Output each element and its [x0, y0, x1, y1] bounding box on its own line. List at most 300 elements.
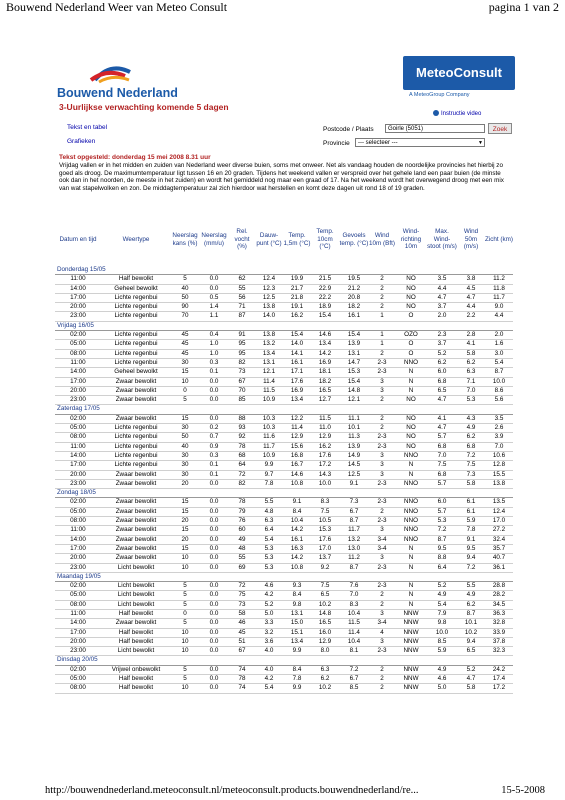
table-cell: 0.4	[199, 331, 229, 340]
table-cell: 6.7	[339, 675, 369, 684]
province-label: Provincie	[323, 140, 350, 147]
table-cell: N	[395, 386, 427, 395]
table-cell: 11.4	[283, 424, 311, 433]
table-cell: 2	[369, 349, 395, 358]
table-cell: 05:00	[55, 591, 101, 600]
table-cell: 7.0	[339, 591, 369, 600]
table-cell: NO	[395, 414, 427, 423]
table-cell: 0.0	[199, 275, 229, 284]
table-cell: Zwaar bewolkt	[101, 544, 171, 553]
table-cell: Zwaar bewolkt	[101, 470, 171, 479]
table-cell: 3-4	[369, 544, 395, 553]
table-cell: 9.1	[457, 535, 485, 544]
table-cell: 20:00	[55, 303, 101, 312]
table-cell: Zwaar bewolkt	[101, 377, 171, 386]
table-cell: 11.7	[339, 526, 369, 535]
table-cell: 3.7	[427, 303, 457, 312]
table-cell: 75	[229, 591, 255, 600]
table-cell: 92	[229, 433, 255, 442]
table-cell: 1.0	[199, 349, 229, 358]
table-cell: 05:00	[55, 424, 101, 433]
table-cell: Zwaar bewolkt	[101, 507, 171, 516]
table-cell: 85	[229, 396, 255, 405]
table-cell: Zwaar bewolkt	[101, 396, 171, 405]
table-cell: 16.7	[283, 461, 311, 470]
table-cell: 4.2	[255, 591, 283, 600]
table-cell: NO	[395, 293, 427, 302]
table-cell: NNO	[395, 451, 427, 460]
table-cell: 0.0	[199, 517, 229, 526]
table-cell: 14.2	[283, 554, 311, 563]
table-cell: 12.9	[283, 433, 311, 442]
table-cell: 7.1	[457, 377, 485, 386]
table-cell: Lichte regenbui	[101, 358, 171, 367]
table-cell: 10	[171, 563, 199, 572]
column-header: Wind 50m (m/s)	[463, 228, 479, 251]
table-cell: 27.2	[485, 526, 513, 535]
table-cell: 2	[369, 293, 395, 302]
table-cell: 11.0	[311, 424, 339, 433]
table-cell: 34.5	[485, 600, 513, 609]
table-cell: NNO	[395, 517, 427, 526]
table-cell: 15.5	[485, 470, 513, 479]
table-cell: 16.1	[339, 312, 369, 321]
text-table-link[interactable]: Tekst en tabel	[67, 124, 108, 131]
table-cell: 8.7	[457, 609, 485, 618]
table-cell: 3.6	[255, 637, 283, 646]
table-cell: 0.0	[199, 554, 229, 563]
table-cell: 16.0	[311, 628, 339, 637]
table-cell: 13.9	[339, 442, 369, 451]
table-cell: 0.0	[199, 377, 229, 386]
table-cell: 4.7	[427, 293, 457, 302]
table-row	[55, 377, 513, 386]
table-cell: 14:00	[55, 535, 101, 544]
table-cell: 10	[171, 554, 199, 563]
table-cell: 3.3	[255, 619, 283, 628]
table-cell: 11:00	[55, 609, 101, 618]
table-cell: 10.6	[485, 451, 513, 460]
table-cell: 6.5	[311, 591, 339, 600]
table-cell: 5	[171, 582, 199, 591]
table-cell: 22.9	[311, 284, 339, 293]
table-cell: 0.0	[199, 591, 229, 600]
table-cell: 20	[171, 517, 199, 526]
day-label: Zaterdag 17/05	[55, 405, 513, 414]
table-cell: 17:00	[55, 461, 101, 470]
table-row	[55, 665, 513, 674]
table-cell: 14:00	[55, 368, 101, 377]
table-cell: 6.1	[457, 507, 485, 516]
table-cell: 23:00	[55, 396, 101, 405]
table-cell: 10	[171, 637, 199, 646]
table-cell: N	[395, 377, 427, 386]
table-row	[55, 526, 513, 535]
table-cell: 95	[229, 349, 255, 358]
table-cell: 10	[171, 377, 199, 386]
table-row	[55, 675, 513, 684]
table-cell: 19.5	[339, 275, 369, 284]
table-cell: 12.9	[311, 637, 339, 646]
table-cell: 10.0	[311, 479, 339, 488]
table-cell: 1.0	[199, 340, 229, 349]
table-cell: O	[395, 349, 427, 358]
table-cell: 02:00	[55, 582, 101, 591]
table-cell: 17.2	[485, 684, 513, 693]
table-cell: 2-3	[369, 582, 395, 591]
table-cell: 50	[171, 293, 199, 302]
table-cell: Licht bewolkt	[101, 582, 171, 591]
table-cell: 16.1	[283, 535, 311, 544]
table-cell: 20	[171, 535, 199, 544]
table-cell: 12.1	[339, 396, 369, 405]
table-cell: 16.2	[283, 312, 311, 321]
province-select-value: --- selecteer ---	[358, 140, 398, 146]
table-cell: 7.0	[427, 451, 457, 460]
table-cell: 10.8	[283, 479, 311, 488]
table-cell: NNW	[395, 637, 427, 646]
table-cell: 9.2	[311, 563, 339, 572]
column-header: Wind-richting 10m	[400, 228, 422, 251]
table-cell: 7.8	[457, 526, 485, 535]
table-cell: Half bewolkt	[101, 628, 171, 637]
table-cell: 11:00	[55, 526, 101, 535]
table-cell: 3.7	[427, 340, 457, 349]
table-cell: 02:00	[55, 665, 101, 674]
table-row	[55, 368, 513, 377]
table-cell: 2	[369, 675, 395, 684]
table-cell: NO	[395, 396, 427, 405]
table-cell: 15.4	[283, 331, 311, 340]
table-cell: 74	[229, 684, 255, 693]
print-footer-date: 15-5-2008	[501, 785, 545, 796]
table-cell: 10.4	[339, 637, 369, 646]
table-cell: 12.4	[255, 275, 283, 284]
print-footer-url: http://bouwendnederland.meteoconsult.nl/meteoconsult.products.bouwendnederland/re...	[45, 785, 419, 796]
table-row	[55, 554, 513, 563]
table-cell: 2	[369, 665, 395, 674]
instruction-video-link[interactable]	[433, 110, 481, 117]
table-cell: NNW	[395, 665, 427, 674]
table-cell: 30	[171, 470, 199, 479]
table-cell: 10.4	[283, 517, 311, 526]
column-header: Weertype	[122, 235, 150, 243]
table-cell: 13.2	[255, 340, 283, 349]
table-cell: N	[395, 461, 427, 470]
table-cell: NNO	[395, 535, 427, 544]
table-cell: 14.1	[283, 349, 311, 358]
table-cell: 5.8	[457, 684, 485, 693]
table-cell: NNW	[395, 647, 427, 656]
table-cell: 6.3	[255, 517, 283, 526]
table-cell: 4.4	[457, 303, 485, 312]
table-cell: 08:00	[55, 684, 101, 693]
table-cell: 0.0	[199, 526, 229, 535]
table-cell: 4.6	[255, 582, 283, 591]
table-cell: 4.0	[255, 665, 283, 674]
table-cell: 2	[369, 284, 395, 293]
table-cell: NNW	[395, 628, 427, 637]
table-cell: 9.1	[339, 479, 369, 488]
table-cell: 7.8	[283, 675, 311, 684]
table-cell: 79	[229, 507, 255, 516]
table-row	[55, 619, 513, 628]
day-label: Donderdag 15/05	[55, 266, 513, 275]
table-cell: NNW	[395, 684, 427, 693]
table-row	[55, 535, 513, 544]
table-cell: 0.0	[199, 386, 229, 395]
table-cell: 72	[229, 582, 255, 591]
table-row	[55, 591, 513, 600]
table-cell: 21.8	[283, 293, 311, 302]
table-cell: 11.4	[255, 377, 283, 386]
table-cell: 93	[229, 424, 255, 433]
table-cell: Zwaar bewolkt	[101, 554, 171, 563]
table-cell: 10.3	[255, 424, 283, 433]
table-cell: 6.2	[457, 358, 485, 367]
day-label: Vrijdag 16/05	[55, 321, 513, 330]
table-cell: 64	[229, 461, 255, 470]
table-cell: 05:00	[55, 340, 101, 349]
table-cell: N	[395, 591, 427, 600]
print-header-title: Bouwend Nederland Weer van Meteo Consult	[6, 0, 228, 14]
table-cell: 87	[229, 312, 255, 321]
table-cell: 4.5	[457, 284, 485, 293]
table-cell: Geheel bewolkt	[101, 284, 171, 293]
table-row	[55, 358, 513, 367]
table-cell: 0.1	[199, 368, 229, 377]
table-cell: 7.2	[457, 563, 485, 572]
table-cell: 48	[229, 544, 255, 553]
table-cell: 73	[229, 600, 255, 609]
table-cell: NO	[395, 442, 427, 451]
table-cell: 3	[369, 609, 395, 618]
table-row	[55, 507, 513, 516]
table-cell: 15.4	[339, 377, 369, 386]
table-cell: 17.6	[311, 535, 339, 544]
table-cell: 95	[229, 340, 255, 349]
table-row	[55, 340, 513, 349]
table-cell: 4.9	[427, 665, 457, 674]
table-cell: 5.3	[255, 544, 283, 553]
table-cell: 8.7	[339, 563, 369, 572]
table-cell: Lichte regenbui	[101, 312, 171, 321]
table-cell: 5.8	[457, 349, 485, 358]
table-cell: 0.0	[199, 609, 229, 618]
video-icon	[433, 110, 439, 116]
table-cell: 10.0	[485, 377, 513, 386]
table-cell: 21.5	[311, 275, 339, 284]
table-cell: 10	[171, 628, 199, 637]
table-cell: Zwaar bewolkt	[101, 526, 171, 535]
table-cell: 14.8	[311, 609, 339, 618]
table-cell: 5.2	[255, 600, 283, 609]
table-cell: Lichte regenbui	[101, 451, 171, 460]
issued-time: Tekst opgesteld: donderdag 15 mei 2008 8.31 uur	[59, 154, 211, 161]
table-cell: 2	[369, 414, 395, 423]
table-cell: O	[395, 340, 427, 349]
table-cell: 14:00	[55, 284, 101, 293]
table-cell: 2-3	[369, 498, 395, 507]
table-cell: 11:00	[55, 442, 101, 451]
table-cell: Half bewolkt	[101, 637, 171, 646]
table-cell: 3	[369, 377, 395, 386]
table-cell: 4.1	[457, 340, 485, 349]
table-cell: 15.1	[283, 628, 311, 637]
bouwend-nederland-logo[interactable]	[55, 58, 215, 100]
table-cell: 20.8	[339, 293, 369, 302]
table-cell: 0.0	[199, 582, 229, 591]
table-cell: 70	[229, 386, 255, 395]
table-cell: 13.9	[339, 340, 369, 349]
table-cell: 08:00	[55, 517, 101, 526]
table-cell: 0.0	[199, 479, 229, 488]
table-cell: 5.4	[255, 535, 283, 544]
table-cell: 12.5	[339, 470, 369, 479]
table-cell: Lichte regenbui	[101, 303, 171, 312]
table-cell: 10.5	[311, 517, 339, 526]
table-cell: 0.0	[199, 600, 229, 609]
table-cell: 6.3	[457, 368, 485, 377]
table-cell: Licht bewolkt	[101, 563, 171, 572]
table-cell: 2.6	[485, 424, 513, 433]
table-cell: NNW	[395, 675, 427, 684]
table-cell: 9.4	[457, 554, 485, 563]
table-cell: 5	[171, 591, 199, 600]
table-cell: 2.8	[457, 331, 485, 340]
table-cell: 14.5	[339, 461, 369, 470]
table-cell: 12.1	[255, 368, 283, 377]
table-cell: NNO	[395, 358, 427, 367]
table-cell: 6.2	[311, 675, 339, 684]
table-cell: 5.2	[457, 665, 485, 674]
meteoconsult-logo[interactable]	[403, 56, 515, 90]
table-header-row	[55, 213, 513, 266]
table-cell: 16.5	[311, 386, 339, 395]
table-cell: 90	[171, 303, 199, 312]
table-cell: OZO	[395, 331, 427, 340]
table-cell: 23:00	[55, 563, 101, 572]
table-row	[55, 396, 513, 405]
table-cell: 7.0	[485, 442, 513, 451]
print-header	[0, 0, 565, 14]
table-cell: Lichte regenbui	[101, 442, 171, 451]
table-cell: 14.0	[283, 340, 311, 349]
table-cell: 10.4	[339, 609, 369, 618]
table-cell: 0.0	[199, 414, 229, 423]
table-cell: 10.0	[427, 628, 457, 637]
table-cell: 55	[229, 554, 255, 563]
table-cell: 5	[171, 275, 199, 284]
table-cell: 4.7	[427, 424, 457, 433]
table-cell: 14:00	[55, 619, 101, 628]
table-cell: 16.2	[311, 442, 339, 451]
table-cell: 76	[229, 517, 255, 526]
table-cell: 14.0	[255, 312, 283, 321]
postcode-input[interactable]: Goirle (5051)	[385, 124, 485, 133]
table-cell: 20:00	[55, 554, 101, 563]
table-cell: 15.0	[283, 619, 311, 628]
table-row	[55, 582, 513, 591]
table-cell: 4.9	[457, 424, 485, 433]
table-cell: 11.5	[255, 386, 283, 395]
table-cell: 12.2	[283, 414, 311, 423]
table-cell: 2	[369, 396, 395, 405]
table-cell: 5.9	[427, 647, 457, 656]
table-row	[55, 424, 513, 433]
table-cell: 6.8	[457, 442, 485, 451]
table-cell: 15.4	[339, 331, 369, 340]
table-cell: 11.5	[339, 619, 369, 628]
table-cell: Half bewolkt	[101, 609, 171, 618]
table-cell: 32.8	[485, 619, 513, 628]
table-cell: 5.7	[427, 479, 457, 488]
table-cell: 12.8	[485, 461, 513, 470]
table-cell: 5.6	[485, 396, 513, 405]
table-cell: 5.2	[427, 349, 457, 358]
table-cell: 15	[171, 368, 199, 377]
table-cell: 30	[171, 451, 199, 460]
table-cell: Half bewolkt	[101, 275, 171, 284]
table-cell: 45	[229, 628, 255, 637]
table-cell: 19.9	[283, 275, 311, 284]
table-cell: 18.2	[339, 303, 369, 312]
table-cell: 30	[171, 358, 199, 367]
table-cell: 11.1	[339, 414, 369, 423]
table-cell: 0.9	[199, 442, 229, 451]
chevron-down-icon: ▼	[478, 140, 483, 146]
table-cell: 15	[171, 414, 199, 423]
table-cell: 0.0	[199, 675, 229, 684]
table-cell: 13.8	[255, 331, 283, 340]
table-row	[55, 517, 513, 526]
table-row	[55, 349, 513, 358]
table-cell: 10.9	[255, 396, 283, 405]
table-cell: 1.6	[485, 340, 513, 349]
table-cell: 3	[369, 637, 395, 646]
column-header: Wind 10m (Bft)	[369, 232, 395, 247]
table-cell: 60	[229, 526, 255, 535]
table-cell: 8.7	[485, 368, 513, 377]
graphs-link[interactable]: Grafieken	[67, 138, 96, 145]
table-cell: 8.4	[283, 665, 311, 674]
province-select[interactable]	[355, 138, 485, 147]
table-cell: 5.3	[255, 563, 283, 572]
table-cell: 10.2	[311, 600, 339, 609]
table-cell: Half bewolkt	[101, 675, 171, 684]
search-button[interactable]: Zoek	[488, 123, 512, 134]
table-cell: Zwaar bewolkt	[101, 386, 171, 395]
table-cell: 11.4	[339, 628, 369, 637]
table-cell: 5	[171, 675, 199, 684]
table-cell: 17:00	[55, 544, 101, 553]
table-cell: 68	[229, 451, 255, 460]
table-cell: 10.1	[339, 424, 369, 433]
table-cell: 15.6	[283, 442, 311, 451]
table-cell: 9.9	[283, 684, 311, 693]
table-cell: 0.1	[199, 461, 229, 470]
table-cell: 10	[171, 684, 199, 693]
table-cell: 8.4	[283, 591, 311, 600]
table-cell: 4.3	[457, 414, 485, 423]
table-cell: 6.4	[427, 563, 457, 572]
table-cell: Zwaar bewolkt	[101, 535, 171, 544]
table-cell: 5.8	[457, 479, 485, 488]
table-cell: 6.2	[427, 358, 457, 367]
table-cell: 2-3	[369, 479, 395, 488]
table-cell: 17.0	[311, 544, 339, 553]
column-header: Gevoels temp. (°C)	[339, 232, 369, 247]
